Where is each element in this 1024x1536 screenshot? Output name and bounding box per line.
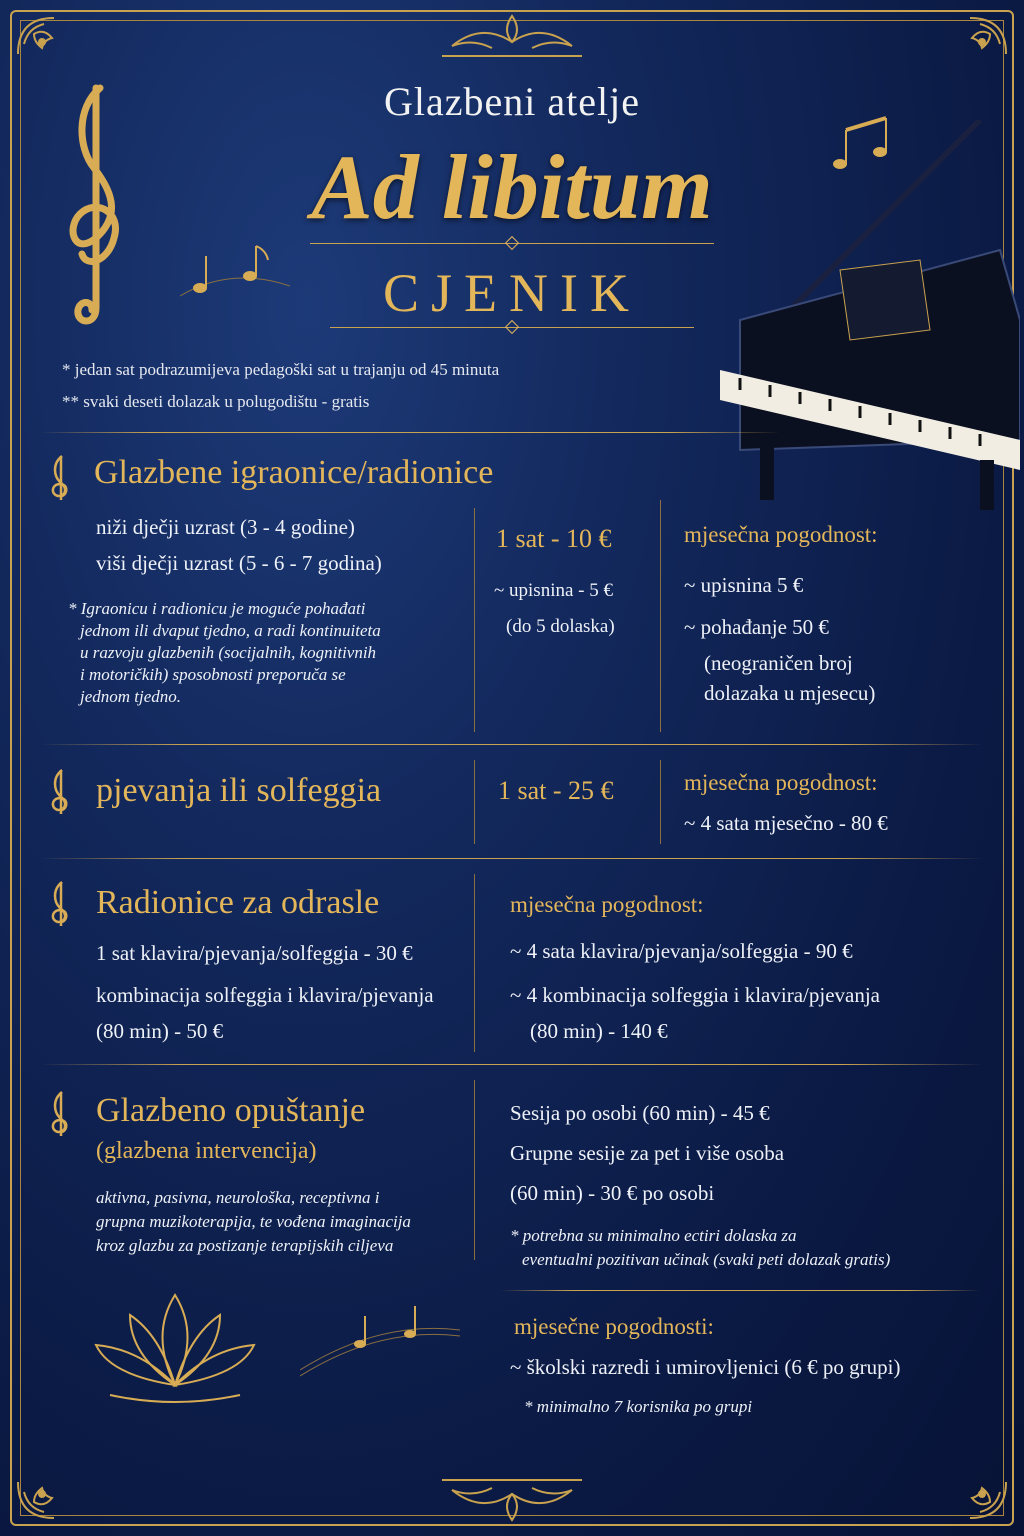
section-title-opustanje: Glazbeno opuštanje xyxy=(96,1092,366,1129)
bonus-line: (neograničen broj xyxy=(704,651,853,675)
bonus-title: mjesečna pogodnost: xyxy=(684,770,878,795)
header-title: Ad libitum xyxy=(311,136,713,238)
section-title-odrasli: Radionice za odrasle xyxy=(96,884,380,921)
bonus-line: ~ 4 sata klavira/pjevanja/solfeggia - 90 € xyxy=(510,939,853,963)
desc-line: aktivna, pasivna, neurološka, receptivna i xyxy=(96,1188,380,1207)
note-line: * Igraonicu i radionicu je moguće pohađati xyxy=(68,599,366,618)
header-subtitle: Glazbeni atelje xyxy=(384,79,640,124)
section-title-pjevanje: pjevanja ili solfeggia xyxy=(96,772,382,809)
bottom-ornament-icon xyxy=(432,1476,592,1524)
therapy-description xyxy=(96,1186,411,1258)
column-divider xyxy=(660,500,661,732)
page-heading: CJENIK xyxy=(383,263,641,323)
column-divider xyxy=(474,760,475,844)
bonus-title: mjesečna pogodnost: xyxy=(510,892,704,917)
price-line: Grupne sesije za pet i više osoba xyxy=(510,1141,785,1165)
price-line: 1 sat klavira/pjevanja/solfeggia - 30 € xyxy=(96,941,413,965)
divider xyxy=(40,432,780,433)
treble-clef-icon xyxy=(46,768,74,816)
section-title-igraonice: Glazbene igraonice/radionice xyxy=(94,454,494,491)
bonus-line: (80 min) - 140 € xyxy=(530,1019,668,1043)
bonus-line: ~ 4 sata mjesečno - 80 € xyxy=(684,811,888,835)
divider xyxy=(40,744,984,745)
corner-ornament-icon xyxy=(14,14,84,84)
bonus-line: ~ upisnina 5 € xyxy=(684,573,804,597)
price-line: kombinacija solfeggia i klavira/pjevanja xyxy=(96,983,434,1007)
bonus-title: mjesečne pogodnosti: xyxy=(514,1314,714,1339)
divider xyxy=(500,1290,980,1291)
note-line: ** svaki deseti dolazak u polugodištu - gratis xyxy=(62,392,370,411)
music-note-icon xyxy=(300,1300,460,1380)
note-line: jednom tjedno. xyxy=(80,687,182,706)
price-line: (80 min) - 50 € xyxy=(96,1019,224,1043)
corner-ornament-icon xyxy=(940,1452,1010,1522)
note-line: eventualni pozitivan učinak (svaki peti dolazak gratis) xyxy=(522,1250,891,1269)
price-line: (60 min) - 30 € po osobi xyxy=(510,1181,715,1205)
section-subtitle: (glazbena intervencija) xyxy=(96,1138,317,1164)
column-divider xyxy=(474,508,475,732)
age-group-line: viši dječji uzrast (5 - 6 - 7 godina) xyxy=(96,551,382,575)
corner-ornament-icon xyxy=(940,14,1010,84)
desc-line: grupna muzikoterapija, te vođena imaginacija xyxy=(96,1212,411,1231)
note-line: u razvoju glazbenih (socijalnih, kognitivnih xyxy=(80,643,377,662)
treble-clef-icon xyxy=(46,880,74,928)
therapy-note xyxy=(510,1224,890,1272)
price-igraonice: 1 sat - 10 € xyxy=(496,524,612,553)
treble-clef-icon xyxy=(46,1090,74,1138)
top-ornament-icon xyxy=(432,12,592,60)
divider xyxy=(40,858,984,859)
bonus-line: ~ školski razredi i umirovljenici (6 € po grupi) xyxy=(510,1355,901,1379)
bonus-line: ~ 4 kombinacija solfeggia i klavira/pjevanja xyxy=(510,983,880,1007)
note-line: * jedan sat podrazumijeva pedagoški sat u trajanju od 45 minuta xyxy=(62,360,500,379)
price-line: Sesija po osobi (60 min) - 45 € xyxy=(510,1101,770,1125)
bonus-line: ~ pohađanje 50 € xyxy=(684,615,829,639)
general-notes xyxy=(62,354,499,418)
note-line: i motoričkih) sposobnosti preporuča se xyxy=(80,665,346,684)
note-line: * potrebna su minimalno ectiri dolaska za xyxy=(510,1226,797,1245)
price-detail: (do 5 dolaska) xyxy=(506,616,615,637)
bonus-title: mjesečna pogodnost: xyxy=(684,522,878,547)
column-divider xyxy=(474,874,475,1052)
column-divider xyxy=(474,1080,475,1260)
bonus-line: dolazaka u mjesecu) xyxy=(704,681,876,705)
corner-ornament-icon xyxy=(14,1452,84,1522)
divider xyxy=(40,1064,984,1065)
price-detail: ~ upisnina - 5 € xyxy=(494,580,613,601)
lotus-icon xyxy=(90,1285,260,1425)
bonus-note: * minimalno 7 korisnika po grupi xyxy=(524,1397,753,1416)
price-pjevanje: 1 sat - 25 € xyxy=(498,776,614,805)
note-line: jednom ili dvaput tjedno, a radi kontinuiteta xyxy=(80,621,381,640)
igraonice-note xyxy=(68,598,381,708)
column-divider xyxy=(660,760,661,844)
desc-line: kroz glazbu za postizanje terapijskih ciljeva xyxy=(96,1236,394,1255)
treble-clef-icon xyxy=(46,454,74,502)
age-group-line: niži dječji uzrast (3 - 4 godine) xyxy=(96,515,355,539)
